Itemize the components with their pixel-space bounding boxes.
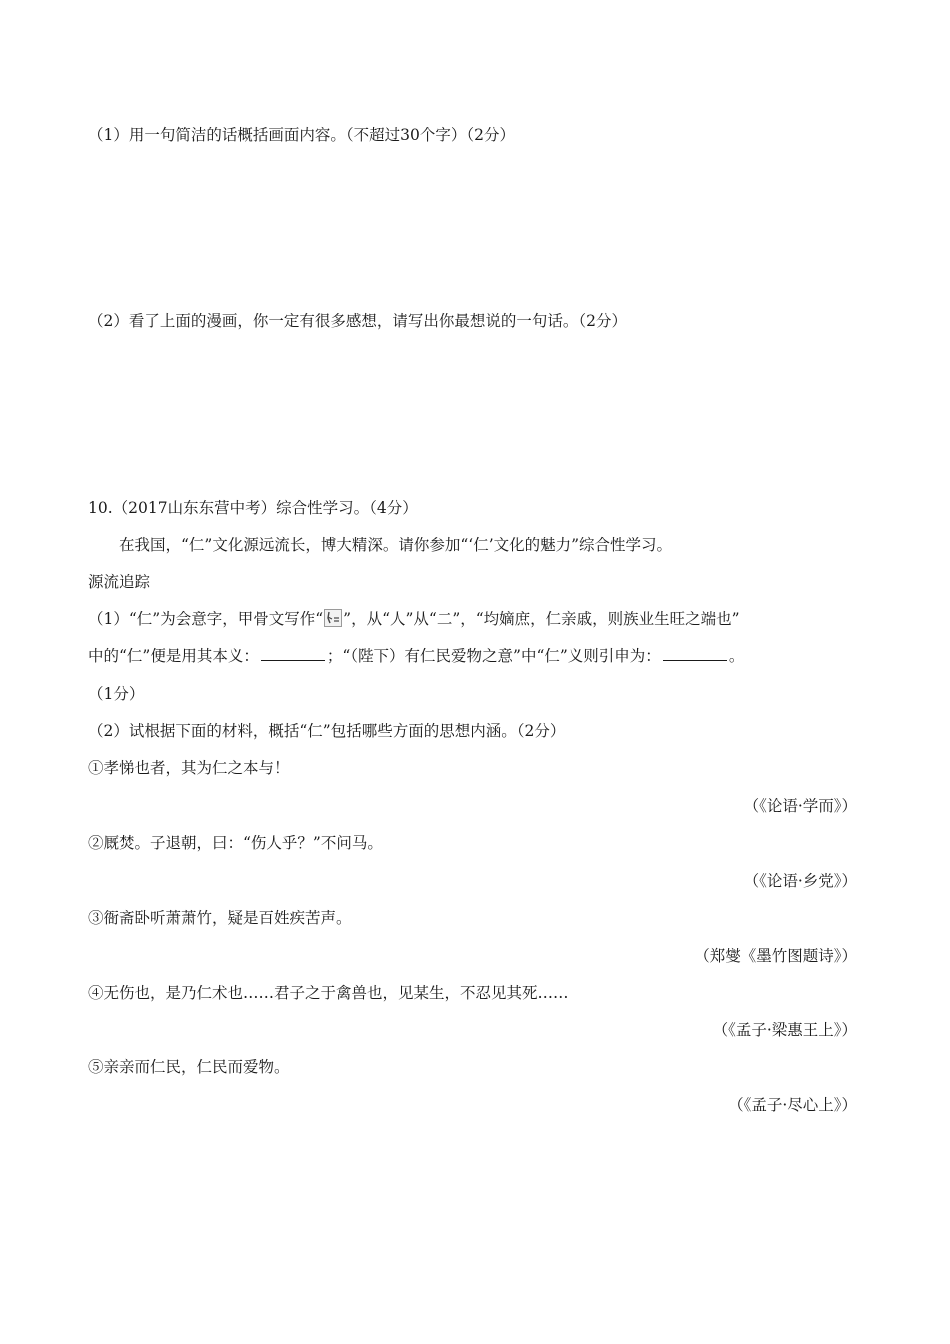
answer-blank-1[interactable] [261, 646, 325, 661]
material-3-text: ③衙斋卧听萧萧竹，疑是百姓疾苦声。 [88, 909, 352, 927]
material-4-text: ④无伤也，是乃仁术也……君子之于禽兽也，见某生，不忍见其死…… [88, 984, 569, 1002]
material-3-source: （郑燮《墨竹图题诗》） [694, 947, 857, 965]
question-10-intro: 在我国，“仁”文化源远流长，博大精深。请你参加“‘仁’文化的魅力”综合性学习。 [119, 536, 673, 554]
material-2-source: （《论语·乡党》） [743, 872, 857, 890]
material-1-text: ①孝悌也者，其为仁之本与！ [88, 759, 290, 777]
material-5-text: ⑤亲亲而仁民，仁民而爱物。 [88, 1058, 290, 1076]
question-10-header: 10.（2017山东东营中考）综合性学习。（4分） [88, 499, 418, 517]
material-5-source: （《孟子·尽心上》） [728, 1096, 857, 1114]
part-1-line-2-text-b: ；“（陛下）有仁民爱物之意”中“仁”义则引申为： [326, 647, 661, 665]
part-1-score: （1分） [88, 685, 145, 703]
oracle-bone-ren-glyph-icon [324, 609, 342, 627]
question-10-part-2: （2）试根据下面的材料，概括“仁”包括哪些方面的思想内涵。（2分） [88, 722, 566, 740]
question-9-part-1: （1）用一句简洁的话概括画面内容。（不超过30个字）（2分） [88, 126, 515, 144]
part-1-line-2-text-a: 中的“仁”便是用其本义： [88, 647, 259, 665]
question-10-part-1-line-2 [88, 645, 744, 667]
part-1-text-a: （1）“仁”为会意字，甲骨文写作“ [88, 610, 324, 628]
part-1-line-2-text-c: 。 [728, 647, 745, 665]
part-1-text-b: ”，从“人”从“二”，“均嫡庶，仁亲戚，则族业生旺之端也” [343, 610, 740, 628]
material-1-source: （《论语·学而》） [743, 797, 857, 815]
question-10-part-1-line-1 [88, 608, 740, 630]
material-4-source: （《孟子·梁惠王上》） [712, 1021, 857, 1039]
section-title: 源流追踪 [88, 573, 151, 591]
material-2-text: ②厩焚。子退朝，曰：“伤人乎？”不问马。 [88, 834, 383, 852]
answer-blank-2[interactable] [663, 646, 727, 661]
question-9-part-2: （2）看了上面的漫画，你一定有很多感想，请写出你最想说的一句话。（2分） [88, 312, 627, 330]
